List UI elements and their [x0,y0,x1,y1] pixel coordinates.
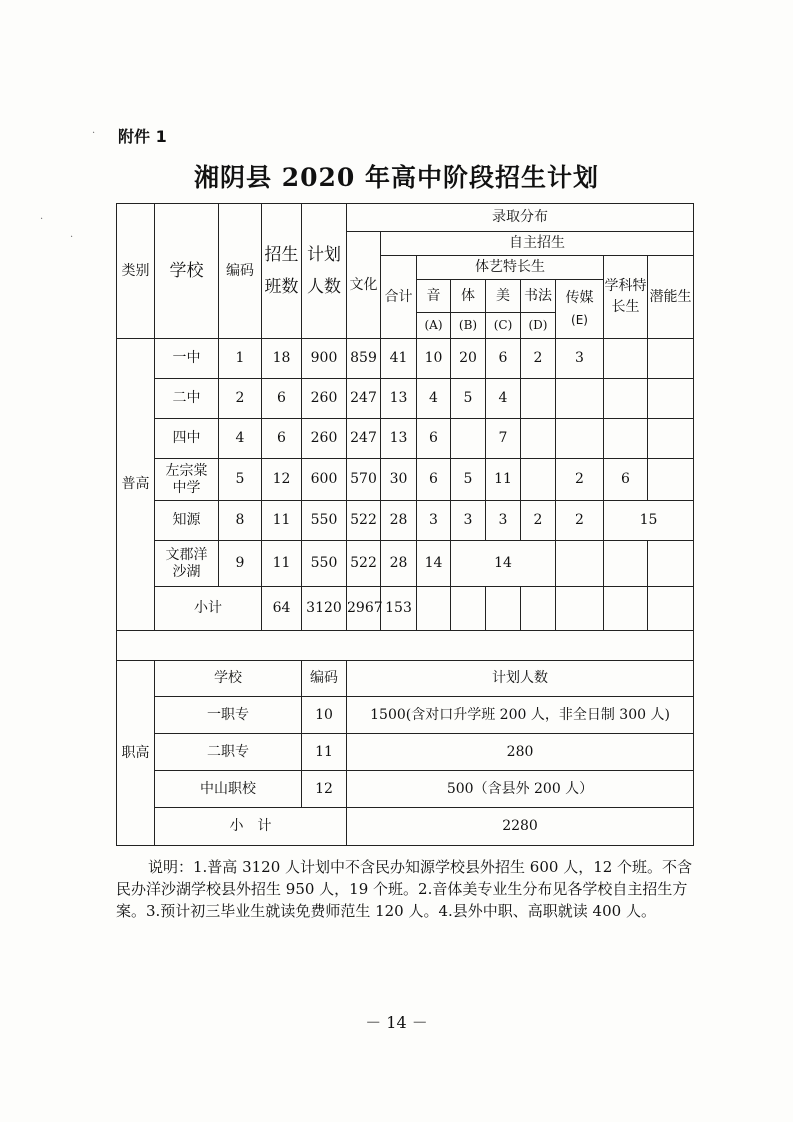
cell-classes: 11 [262,501,302,541]
cell-code: 8 [219,501,262,541]
cell-planned: 600 [302,459,347,501]
cell-code: 2 [219,379,262,419]
cell-sports: 5 [451,379,486,419]
voc-school: 二职专 [155,734,302,771]
cell-subject [604,339,648,379]
cell-sports: 20 [451,339,486,379]
cell-calligraphy: 2 [521,339,556,379]
cell-music: 4 [417,379,451,419]
cell-culture: 247 [347,419,381,459]
page-number: － 14 － [365,1013,428,1032]
cell-calligraphy [521,419,556,459]
voc-header-planned: 计划人数 [347,661,694,697]
cell-music: 6 [417,419,451,459]
scan-speck: · [40,214,44,225]
header-culture: 文化 [347,232,381,339]
header-autonomous: 自主招生 [381,232,694,256]
cell-music: 3 [417,501,451,541]
cell-fineart: 11 [486,459,521,501]
cell-classes: 12 [262,459,302,501]
cell-empty [417,587,451,631]
cell-school: 二中 [155,379,219,419]
cell-total: 13 [381,379,417,419]
cell-culture: 247 [347,379,381,419]
cell-empty [556,587,604,631]
table-row [117,771,694,808]
cell-sports: 3 [451,501,486,541]
cell-sports: 5 [451,459,486,501]
table-row [117,541,694,587]
cell-fineart: 4 [486,379,521,419]
category-general: 普高 [117,339,155,631]
cell-media [556,419,604,459]
cell-planned: 260 [302,379,347,419]
header-potential: 潜能生 [648,256,694,339]
voc-header-code: 编码 [302,661,347,697]
header-total: 合计 [381,256,417,339]
cell-media [556,379,604,419]
cell-culture: 522 [347,501,381,541]
header-sports: 体 [451,280,486,313]
cell-potential [648,459,694,501]
cell-school: 知源 [155,501,219,541]
cell-empty [604,587,648,631]
cell-media: 2 [556,459,604,501]
cell-code: 9 [219,541,262,587]
cell-fineart: 3 [486,501,521,541]
cell-empty [648,587,694,631]
cell-potential [648,379,694,419]
cell-empty [117,631,694,661]
voc-header-school: 学校 [155,661,302,697]
cell-total: 28 [381,541,417,587]
subtotal-label: 小计 [155,587,262,631]
cell-calligraphy: 2 [521,501,556,541]
table-row [117,697,694,734]
header-category: 类别 [117,204,155,339]
cell-school: 左宗棠中学 [155,459,219,501]
header-arts: 体艺特长生 [417,256,604,280]
voc-subtotal-planned: 2280 [347,808,694,846]
cell-planned: 550 [302,541,347,587]
spacer-row [117,631,694,661]
cell-planned: 260 [302,419,347,459]
cell-empty [451,587,486,631]
header-classes: 招生班数 [262,204,302,339]
cell-fineart: 7 [486,419,521,459]
cell-subject: 6 [604,459,648,501]
page-title: 湘阴县 2020 年高中阶段招生计划 [194,163,599,192]
cell-school: 四中 [155,419,219,459]
header-sports-code: (B) [451,313,486,339]
category-vocational: 职高 [117,661,155,846]
cell-code: 5 [219,459,262,501]
cell-music: 10 [417,339,451,379]
voc-code: 11 [302,734,347,771]
subtotal-row [117,587,694,631]
cell-sports [451,419,486,459]
cell-subject [604,419,648,459]
header-calligraphy-code: (D) [521,313,556,339]
header-planned: 计划人数 [302,204,347,339]
header-fineart-code: (C) [486,313,521,339]
cell-total: 41 [381,339,417,379]
cell-culture: 522 [347,541,381,587]
cell-potential [648,541,694,587]
cell-potential [648,419,694,459]
cell-empty [521,587,556,631]
cell-code: 4 [219,419,262,459]
cell-school: 文郡洋沙湖 [155,541,219,587]
header-music: 音 [417,280,451,313]
table-row [117,734,694,771]
voc-subtotal-label: 小 计 [155,808,347,846]
header-calligraphy: 书法 [521,280,556,313]
cell-school: 一中 [155,339,219,379]
header-media-code: (E) [571,313,588,327]
header-media-label: 传媒 [565,289,594,306]
cell-total: 30 [381,459,417,501]
cell-calligraphy [521,459,556,501]
cell-subject [604,541,648,587]
cell-media [556,541,604,587]
table-row [117,419,694,459]
cell-sports-fineart: 14 [451,541,556,587]
cell-potential [648,339,694,379]
header-music-code: (A) [417,313,451,339]
scan-speck: · [92,128,96,139]
cell-code: 1 [219,339,262,379]
header-school: 学校 [155,204,219,339]
cell-empty [486,587,521,631]
header-fineart: 美 [486,280,521,313]
cell-classes: 6 [262,419,302,459]
attachment-label: 附件 1 [118,127,167,146]
cell-music: 6 [417,459,451,501]
cell-planned: 550 [302,501,347,541]
cell-calligraphy [521,379,556,419]
voc-planned: 280 [347,734,694,771]
header-code: 编码 [219,204,262,339]
voc-school: 一职专 [155,697,302,734]
cell-subject [604,379,648,419]
cell-music: 14 [417,541,451,587]
table-row [117,379,694,419]
header-subject: 学科特长生 [604,256,648,339]
cell-classes: 6 [262,379,302,419]
vocational-subtotal-row [117,808,694,846]
table-row [117,339,694,379]
cell-culture: 570 [347,459,381,501]
cell-fineart: 6 [486,339,521,379]
scan-speck: · [70,232,74,243]
subtotal-classes: 64 [262,587,302,631]
subtotal-planned: 3120 [302,587,347,631]
subtotal-total: 153 [381,587,417,631]
cell-total: 13 [381,419,417,459]
header-admission: 录取分布 [347,204,694,232]
voc-code: 12 [302,771,347,808]
cell-classes: 11 [262,541,302,587]
vocational-header-row [117,661,694,697]
table-row [117,459,694,501]
header-media [556,280,604,339]
voc-code: 10 [302,697,347,734]
subtotal-culture: 2967 [347,587,381,631]
enrollment-plan-table [116,203,694,846]
cell-classes: 18 [262,339,302,379]
explanatory-note: 说明：1.普高 3120 人计划中不含民办知源学校县外招生 600 人，12 个班。不含民办洋沙湖学校县外招生 950 人，19 个班。2.音体美专业生分布见各学校自主招生方案。3.预计初三毕业生就读免费师范生 120 人。4.县外中职、高职就读 400 人。 [116,858,693,920]
cell-subject-potential: 15 [604,501,694,541]
cell-media: 3 [556,339,604,379]
table-row [117,501,694,541]
voc-planned: 500（含县外 200 人） [347,771,694,808]
cell-culture: 859 [347,339,381,379]
cell-media: 2 [556,501,604,541]
cell-total: 28 [381,501,417,541]
voc-planned: 1500(含对口升学班 200 人，非全日制 300 人) [347,697,694,734]
voc-school: 中山职校 [155,771,302,808]
cell-planned: 900 [302,339,347,379]
